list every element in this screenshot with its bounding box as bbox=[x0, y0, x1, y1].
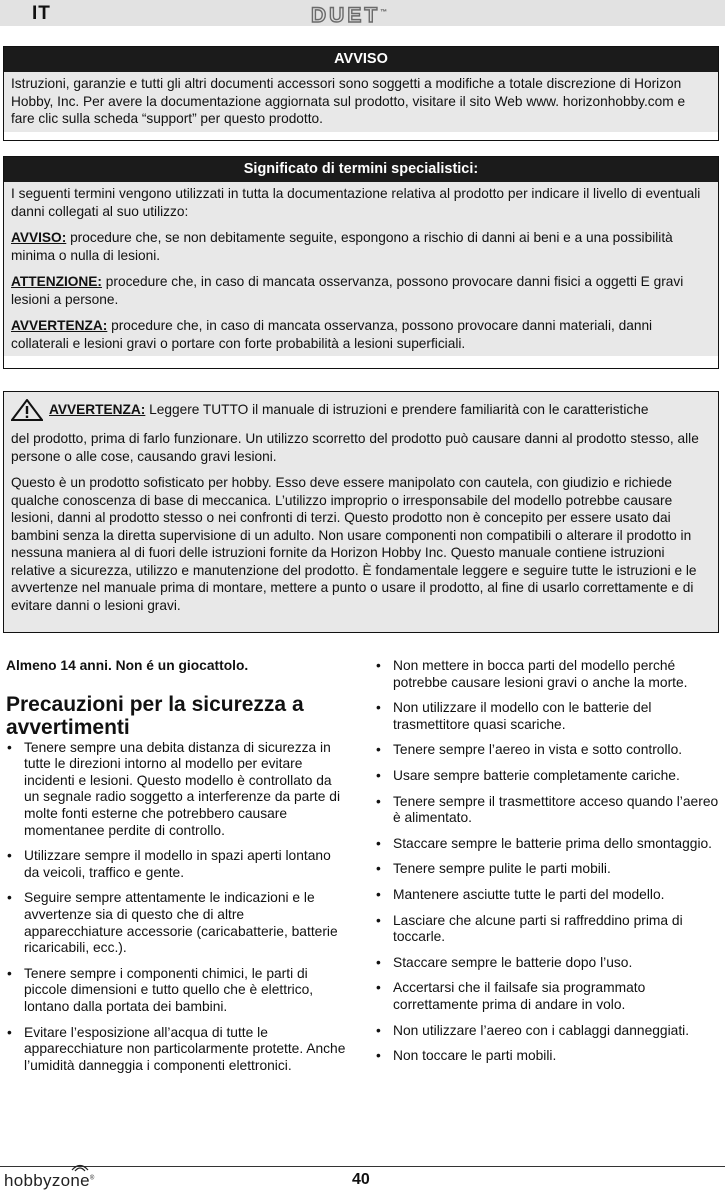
warning-body bbox=[4, 392, 718, 618]
list-item: • Non utilizzare l’aereo con i cablaggi danneggiati. bbox=[375, 1023, 720, 1040]
list-item: • Mantenere asciutte tutte le parti del modello. bbox=[375, 887, 720, 904]
age-warning: Almeno 14 anni. Non é un giocattolo. bbox=[6, 658, 249, 673]
section-title: Precauzioni per la sicurezza a avvertimenti bbox=[6, 692, 304, 739]
list-item: • Non mettere in bocca parti del modello perché potrebbe causare lesioni gravi o anche la morte. bbox=[375, 658, 720, 691]
list-item: • Staccare sempre le batterie dopo l’uso. bbox=[375, 955, 720, 972]
term-label: AVVERTENZA: bbox=[11, 318, 108, 333]
notice-box bbox=[3, 46, 719, 141]
safety-list-left bbox=[6, 740, 346, 1075]
safety-list-right bbox=[375, 658, 720, 1065]
warning-triangle-icon bbox=[11, 399, 43, 421]
term-item bbox=[11, 273, 712, 308]
warning-box bbox=[3, 391, 719, 633]
footer-divider bbox=[0, 1166, 725, 1167]
language-code: IT bbox=[32, 3, 51, 24]
notice-text: Istruzioni, garanzie e tutti gli altri documenti accessori sono soggetti a modifiche a totale discrezione di Horizon Hobby, Inc. Per avere la documentazione aggiornata sul prodotto, visitare il sito Web www. horizonhobby.com e fare clic sulla scheda “support” per questo prodotto. bbox=[11, 76, 686, 126]
duet-logo: DUET™ bbox=[311, 4, 388, 27]
warning-paragraph: Questo è un prodotto sofisticato per hobby. Esso deve essere manipolato con cautela, con giudizio e richiede qualche conoscenza di base di meccanica. L’utilizzo improprio o irresponsabile del modello potrebbe causare lesioni, danni al prodotto stesso o nei confronti di terzi. Questo prodotto non è concepito per essere usato dai bambini senza la diretta supervisione di un adulto. Non usare componenti non compatibili o alterare il prodotto in nessuna maniera al di fuori delle istruzioni fornite da Horizon Hobby Inc. Questo manuale contiene istruzioni relative a sicurezza, utilizzo e manutenzione del prodotto. È fondamentale leggere e seguire tutte le istruzioni e le avvertenze nel manuale prima di montare, mettere a punto o usare il prodotto, al fine di usarlo correttamente e di evitare danni o lesioni gravi. bbox=[11, 475, 697, 613]
warning-lead-continued: del prodotto, prima di farlo funzionare. Un utilizzo scorretto del prodotto può causare danni al prodotto stesso, alle persone o alle cose, causando gravi lesioni. bbox=[11, 431, 699, 464]
list-item: • Tenere sempre l’aereo in vista e sotto controllo. bbox=[375, 742, 720, 759]
list-item: • Staccare sempre le batterie prima dello smontaggio. bbox=[375, 836, 720, 853]
notice-title: AVVISO bbox=[4, 47, 718, 72]
list-item: • Tenere sempre il trasmettitore acceso quando l’aereo è alimentato. bbox=[375, 794, 720, 827]
term-definition: procedure che, in caso di mancata osservanza, possono provocare danni materiali, danni collaterali e lesioni gravi o portare con forte probabilità a lesioni superficiali. bbox=[11, 318, 653, 351]
warning-lead-line bbox=[11, 399, 712, 421]
hobbyzone-logo: hobbyzone® bbox=[4, 1171, 95, 1190]
list-item: • Tenere sempre una debita distanza di sicurezza in tutte le direzioni intorno al modello per evitare incidenti e lesioni. Questo modello è controllato da un segnale radio soggetto a interferenze da parte di molte fonti esterne che potrebbero causare momentanee perdite di controllo. bbox=[6, 740, 346, 840]
terms-title: Significato di termini specialistici: bbox=[4, 157, 718, 182]
warning-lead: Leggere TUTTO il manuale di istruzioni e prendere familiarità con le caratteristiche bbox=[145, 402, 649, 418]
terms-body bbox=[4, 182, 718, 356]
list-item: • Evitare l’esposizione all’acqua di tutte le apparecchiature non particolarmente protette. Anche l’umidità danneggia i componenti elettronici. bbox=[6, 1025, 346, 1075]
page-number: 40 bbox=[352, 1171, 370, 1188]
header-bar bbox=[0, 0, 725, 26]
list-item: • Non utilizzare il modello con le batterie del trasmettitore quasi scariche. bbox=[375, 700, 720, 733]
list-item: • Seguire sempre attentamente le indicazioni e le avvertenze sia di questo che di altre apparecchiature accessorie (caricabatterie, batterie ricaricabili, ecc.). bbox=[6, 890, 346, 956]
left-column bbox=[6, 658, 346, 1083]
list-item: • Accertarsi che il failsafe sia programmato correttamente prima di andare in volo. bbox=[375, 980, 720, 1013]
list-item: • Tenere sempre i componenti chimici, le parti di piccole dimensioni e tutto quello che è elettrico, lontano dalla portata dei bambini. bbox=[6, 966, 346, 1016]
list-item: • Usare sempre batterie completamente cariche. bbox=[375, 768, 720, 785]
term-definition: procedure che, in caso di mancata osservanza, possono provocare danni fisici a oggetti E gravi lesioni a persone. bbox=[11, 274, 684, 307]
terms-intro: I seguenti termini vengono utilizzati in tutta la documentazione relativa al prodotto per indicare il livello di eventuali danni collegati al suo utilizzo: bbox=[11, 186, 701, 219]
list-item: • Utilizzare sempre il modello in spazi aperti lontano da veicoli, traffico e gente. bbox=[6, 848, 346, 881]
term-label: AVVISO: bbox=[11, 230, 67, 245]
list-item: • Lasciare che alcune parti si raffreddino prima di toccarle. bbox=[375, 913, 720, 946]
list-item: • Non toccare le parti mobili. bbox=[375, 1048, 720, 1065]
notice-body bbox=[4, 72, 718, 132]
term-definition: procedure che, se non debitamente seguite, espongono a rischio di danni ai beni e a una possibilità minima o nulla di lesioni. bbox=[11, 230, 673, 263]
term-label: ATTENZIONE: bbox=[11, 274, 102, 289]
list-item: • Tenere sempre pulite le parti mobili. bbox=[375, 861, 720, 878]
term-item bbox=[11, 229, 712, 264]
term-item bbox=[11, 317, 712, 352]
warning-term: AVVERTENZA: bbox=[49, 402, 146, 418]
terms-box bbox=[3, 156, 719, 369]
right-column bbox=[375, 658, 720, 1074]
